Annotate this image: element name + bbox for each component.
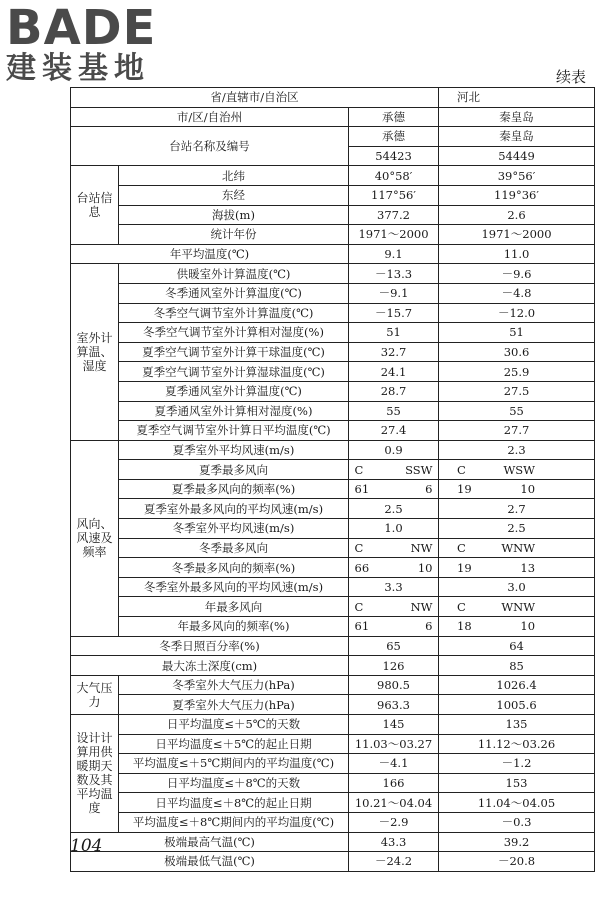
table-row (71, 264, 595, 284)
row-label: 日平均温度≤＋5℃的起止日期 (119, 734, 349, 754)
value-station-2 (439, 558, 595, 578)
page-number: 104 (70, 836, 103, 856)
value-station-1: 9.1 (349, 244, 439, 264)
value-station-2: 30.6 (439, 342, 595, 362)
value-station-2: －4.8 (439, 283, 595, 303)
row-label: 平均温度≤＋5℃期间内的平均温度(℃) (119, 754, 349, 774)
table-row (71, 185, 595, 205)
table-row (71, 675, 595, 695)
table-row (71, 244, 595, 264)
value-station-1: 1971～2000 (349, 225, 439, 245)
table-row (71, 166, 595, 186)
logo-wordmark: BADE (6, 0, 157, 56)
table-row (71, 558, 595, 578)
station-2-id: 54449 (439, 146, 595, 166)
station-2-name: 秦皇岛 (439, 127, 595, 147)
row-label: 冬季室外最多风向的平均风速(m/s) (119, 577, 349, 597)
table-row (71, 421, 595, 441)
row-label: 夏季空气调节室外计算干球温度(℃) (119, 342, 349, 362)
value-station-1 (349, 538, 439, 558)
table-row (71, 519, 595, 539)
wind-direction-a: 18 (457, 619, 472, 634)
row-label: 年最多风向的频率(%) (119, 617, 349, 637)
wind-direction-a: C (457, 462, 466, 477)
value-station-2: 119°36′ (439, 185, 595, 205)
value-station-1: 377.2 (349, 205, 439, 225)
value-station-2: 2.6 (439, 205, 595, 225)
sunshine-label: 冬季日照百分率(%) (71, 636, 349, 656)
value-station-1: 126 (349, 656, 439, 676)
annual-temp-label: 年平均温度(℃) (71, 244, 349, 264)
value-station-2: 64 (439, 636, 595, 656)
city-label: 市/区/自治州 (71, 107, 349, 127)
value-station-1: －13.3 (349, 264, 439, 284)
value-station-2: 1026.4 (439, 675, 595, 695)
value-station-2: －9.6 (439, 264, 595, 284)
table-row (71, 381, 595, 401)
table-row (71, 460, 595, 480)
wind-direction-a: 61 (354, 482, 370, 497)
row-label: 海拔(m) (119, 205, 349, 225)
table-row (71, 734, 595, 754)
wind-direction-a: 19 (457, 482, 472, 497)
table-row (71, 303, 595, 323)
row-label: 冬季空气调节室外计算温度(℃) (119, 303, 349, 323)
wind-direction-a: C (457, 599, 466, 614)
table-row (71, 479, 595, 499)
value-station-2: 39.2 (439, 832, 595, 852)
value-station-1: 0.9 (349, 440, 439, 460)
value-station-1: 55 (349, 401, 439, 421)
value-station-1 (349, 479, 439, 499)
wind-direction-b: 10 (520, 482, 536, 497)
table-row (71, 793, 595, 813)
row-label: 夏季通风室外计算相对湿度(%) (119, 401, 349, 421)
wind-direction-b: NW (410, 599, 433, 614)
value-station-1 (349, 597, 439, 617)
value-station-2 (439, 597, 595, 617)
outdoor-calc-group-label: 室外计算温、湿度 (71, 264, 119, 440)
wind-direction-b: 10 (417, 560, 433, 575)
value-station-2: 1971～2000 (439, 225, 595, 245)
station-1-id: 54423 (349, 146, 439, 166)
table-row (71, 832, 595, 852)
station-1-name: 承德 (349, 127, 439, 147)
province-value: 河北 (439, 88, 595, 108)
table-row (71, 283, 595, 303)
row-label: 夏季最多风向 (119, 460, 349, 480)
station-info-group-label: 台站信息 (71, 166, 119, 244)
row-label: 冬季室外平均风速(m/s) (119, 519, 349, 539)
wind-direction-b: 6 (425, 619, 433, 634)
row-label: 冬季空气调节室外计算相对湿度(%) (119, 323, 349, 343)
value-station-1: 11.03～03.27 (349, 734, 439, 754)
value-station-1: 27.4 (349, 421, 439, 441)
value-station-1 (349, 460, 439, 480)
table-row (71, 499, 595, 519)
table-row (71, 205, 595, 225)
wind-direction-b: WNW (501, 599, 536, 614)
wind-direction-b: 6 (425, 482, 433, 497)
value-station-1: 2.5 (349, 499, 439, 519)
value-station-2: 135 (439, 715, 595, 735)
value-station-1: －15.7 (349, 303, 439, 323)
frozen-depth-label: 最大冻土深度(cm) (71, 656, 349, 676)
value-station-1: 3.3 (349, 577, 439, 597)
value-station-1: 145 (349, 715, 439, 735)
table-row (71, 852, 595, 872)
value-station-1: －24.2 (349, 852, 439, 872)
table-row (71, 107, 595, 127)
table-row (71, 342, 595, 362)
row-label: 统计年份 (119, 225, 349, 245)
table-row (71, 538, 595, 558)
wind-direction-a: C (354, 540, 364, 555)
wind-direction-b: WSW (503, 462, 536, 477)
value-station-2: －12.0 (439, 303, 595, 323)
logo-subtitle: 建装基地 (6, 51, 150, 86)
continued-label: 续表 (555, 68, 586, 86)
value-station-2: 11.0 (439, 244, 595, 264)
city-2: 秦皇岛 (439, 107, 595, 127)
table-row (71, 773, 595, 793)
wind-direction-a: C (354, 599, 364, 614)
wind-group-label: 风向、风速及频率 (71, 440, 119, 636)
province-label: 省/直辖市/自治区 (71, 88, 439, 108)
row-label: 日平均温度≤＋5℃的天数 (119, 715, 349, 735)
wind-direction-a: 61 (354, 619, 370, 634)
table-row (71, 362, 595, 382)
table-row (71, 401, 595, 421)
pressure-group-label: 大气压力 (71, 675, 119, 714)
value-station-1: 51 (349, 323, 439, 343)
row-label: 东经 (119, 185, 349, 205)
heating-group-label: 设计计算用供暖期天数及其平均温度 (71, 715, 119, 833)
wind-direction-b: WNW (501, 540, 536, 555)
value-station-2: 3.0 (439, 577, 595, 597)
wind-direction-b: 10 (520, 619, 536, 634)
value-station-2 (439, 538, 595, 558)
table-row (71, 617, 595, 637)
value-station-1: 10.21～04.04 (349, 793, 439, 813)
value-station-1: －2.9 (349, 812, 439, 832)
row-label: 供暖室外计算温度(℃) (119, 264, 349, 284)
value-station-2: 1005.6 (439, 695, 595, 715)
wind-direction-a: C (354, 462, 364, 477)
value-station-2: 27.7 (439, 421, 595, 441)
wind-direction-a: 66 (354, 560, 370, 575)
row-label: 夏季空气调节室外计算日平均温度(℃) (119, 421, 349, 441)
table-row (71, 656, 595, 676)
value-station-1: 24.1 (349, 362, 439, 382)
value-station-1: 1.0 (349, 519, 439, 539)
value-station-1: －4.1 (349, 754, 439, 774)
value-station-1: 40°58′ (349, 166, 439, 186)
row-label: 夏季室外平均风速(m/s) (119, 440, 349, 460)
table-row (71, 695, 595, 715)
table-row (71, 715, 595, 735)
row-label: 平均温度≤＋8℃期间内的平均温度(℃) (119, 812, 349, 832)
value-station-1: 166 (349, 773, 439, 793)
table-row (71, 636, 595, 656)
table-row (71, 754, 595, 774)
value-station-2: 39°56′ (439, 166, 595, 186)
value-station-2 (439, 460, 595, 480)
row-label: 夏季室外大气压力(hPa) (119, 695, 349, 715)
row-label: 夏季空气调节室外计算湿球温度(℃) (119, 362, 349, 382)
value-station-1: 980.5 (349, 675, 439, 695)
wind-direction-b: NW (410, 540, 433, 555)
wind-direction-a: C (457, 540, 466, 555)
value-station-2 (439, 617, 595, 637)
value-station-1: 117°56′ (349, 185, 439, 205)
wind-direction-b: 13 (520, 560, 536, 575)
value-station-2: －20.8 (439, 852, 595, 872)
table-row (71, 440, 595, 460)
row-label: 冬季通风室外计算温度(℃) (119, 283, 349, 303)
climate-data-table (70, 87, 595, 872)
wind-direction-b: SSW (405, 462, 433, 477)
value-station-2: 25.9 (439, 362, 595, 382)
bade-logo (6, 0, 157, 86)
value-station-1: 28.7 (349, 381, 439, 401)
row-label: 年最多风向 (119, 597, 349, 617)
row-label: 冬季最多风向 (119, 538, 349, 558)
value-station-2: 27.5 (439, 381, 595, 401)
row-label: 冬季最多风向的频率(%) (119, 558, 349, 578)
extreme-temp-label: 极端最高气温(℃) (71, 832, 349, 852)
row-label: 冬季室外大气压力(hPa) (119, 675, 349, 695)
value-station-1: 963.3 (349, 695, 439, 715)
value-station-2: 51 (439, 323, 595, 343)
value-station-2: 2.5 (439, 519, 595, 539)
table-row (71, 812, 595, 832)
value-station-2 (439, 479, 595, 499)
value-station-2: －0.3 (439, 812, 595, 832)
table-row (71, 88, 595, 108)
value-station-2: －1.2 (439, 754, 595, 774)
value-station-2: 55 (439, 401, 595, 421)
value-station-1: 32.7 (349, 342, 439, 362)
station-label: 台站名称及编号 (71, 127, 349, 166)
value-station-1 (349, 617, 439, 637)
wind-direction-a: 19 (457, 560, 472, 575)
table-row (71, 323, 595, 343)
extreme-temp-label: 极端最低气温(℃) (71, 852, 349, 872)
row-label: 夏季通风室外计算温度(℃) (119, 381, 349, 401)
row-label: 夏季最多风向的频率(%) (119, 479, 349, 499)
table-row (71, 127, 595, 147)
value-station-2: 153 (439, 773, 595, 793)
value-station-1 (349, 558, 439, 578)
row-label: 日平均温度≤＋8℃的起止日期 (119, 793, 349, 813)
value-station-2: 11.04～04.05 (439, 793, 595, 813)
value-station-1: 43.3 (349, 832, 439, 852)
table-row (71, 597, 595, 617)
value-station-2: 11.12～03.26 (439, 734, 595, 754)
value-station-2: 85 (439, 656, 595, 676)
value-station-1: －9.1 (349, 283, 439, 303)
row-label: 北纬 (119, 166, 349, 186)
value-station-2: 2.3 (439, 440, 595, 460)
city-1: 承德 (349, 107, 439, 127)
table-row (71, 225, 595, 245)
row-label: 日平均温度≤＋8℃的天数 (119, 773, 349, 793)
row-label: 夏季室外最多风向的平均风速(m/s) (119, 499, 349, 519)
value-station-2: 2.7 (439, 499, 595, 519)
value-station-1: 65 (349, 636, 439, 656)
table-row (71, 577, 595, 597)
